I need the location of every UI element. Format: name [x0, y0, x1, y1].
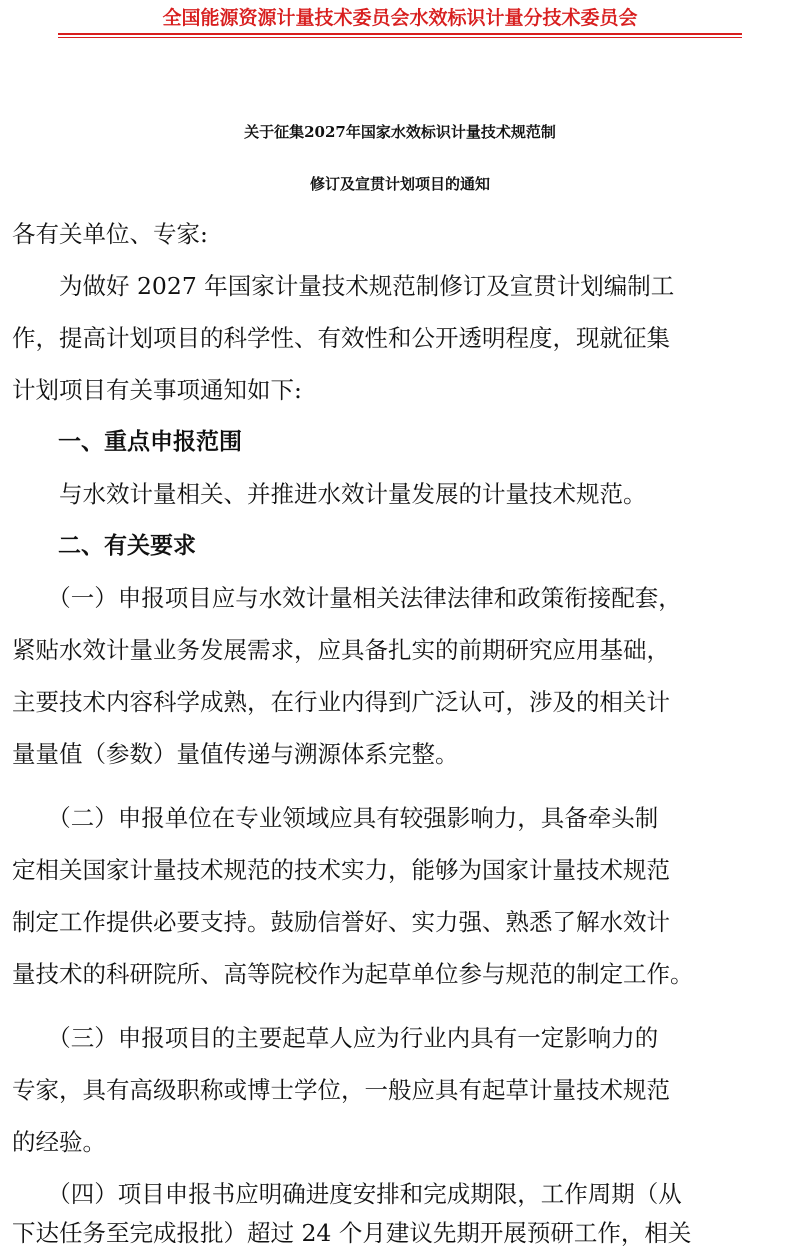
requirement-1-line: 主要技术内容科学成熟，在行业内得到广泛认可，涉及的相关计 — [12, 688, 670, 716]
letterhead-rule-thick — [58, 33, 742, 35]
document-title — [0, 106, 800, 210]
requirement-3-line: （三）申报项目的主要起草人应为行业内具有一定影响力的 — [12, 1024, 659, 1052]
requirement-3-line: 专家，具有高级职称或博士学位，一般应具有起草计量技术规范 — [12, 1076, 670, 1104]
document-title-line-2: 修订及宣贯计划项目的通知 — [309, 175, 490, 193]
requirement-4-line: （四）项目申报书应明确进度安排和完成期限，工作周期（从 — [12, 1180, 682, 1208]
section-scope-text: 与水效计量相关、并推进水效计量发展的计量技术规范。 — [12, 480, 647, 508]
intro-line: 为做好 2027 年国家计量技术规范制修订及宣贯计划编制工 — [12, 272, 675, 300]
requirement-1-line: 紧贴水效计量业务发展需求，应具备扎实的前期研究应用基础， — [12, 636, 670, 664]
requirement-2-line: 定相关国家计量技术规范的技术实力，能够为国家计量技术规范 — [12, 856, 670, 884]
requirement-1-line: 量量值（参数）量值传递与溯源体系完整。 — [12, 740, 459, 768]
salutation: 各有关单位、专家: — [12, 220, 208, 248]
requirement-2-line: 量技术的科研院所、高等院校作为起草单位参与规范的制定工作。 — [12, 960, 694, 988]
requirement-4-line: 下达任务至完成报批）超过 24 个月建议先期开展预研工作，相关 — [12, 1219, 692, 1247]
requirement-3-line: 的经验。 — [12, 1128, 106, 1156]
section-heading-scope: 一、重点申报范围 — [12, 429, 242, 455]
document-title-line-1: 关于征集2027年国家水效标识计量技术规范制 — [244, 123, 556, 141]
intro-line: 作，提高计划项目的科学性、有效性和公开透明程度，现就征集 — [12, 324, 670, 352]
requirement-2-line: （二）申报单位在专业领域应具有较强影响力，具备牵头制 — [12, 804, 659, 832]
letterhead-org-name: 全国能源资源计量技术委员会水效标识计量分技术委员会 — [162, 7, 638, 29]
requirement-1-line: （一）申报项目应与水效计量相关法律法律和政策衔接配套， — [12, 584, 682, 612]
intro-line: 计划项目有关事项通知如下: — [12, 376, 302, 404]
letterhead-rule-thin — [58, 37, 742, 38]
section-heading-requirements: 二、有关要求 — [12, 533, 196, 559]
requirement-2-line: 制定工作提供必要支持。鼓励信誉好、实力强、熟悉了解水效计 — [12, 908, 670, 936]
